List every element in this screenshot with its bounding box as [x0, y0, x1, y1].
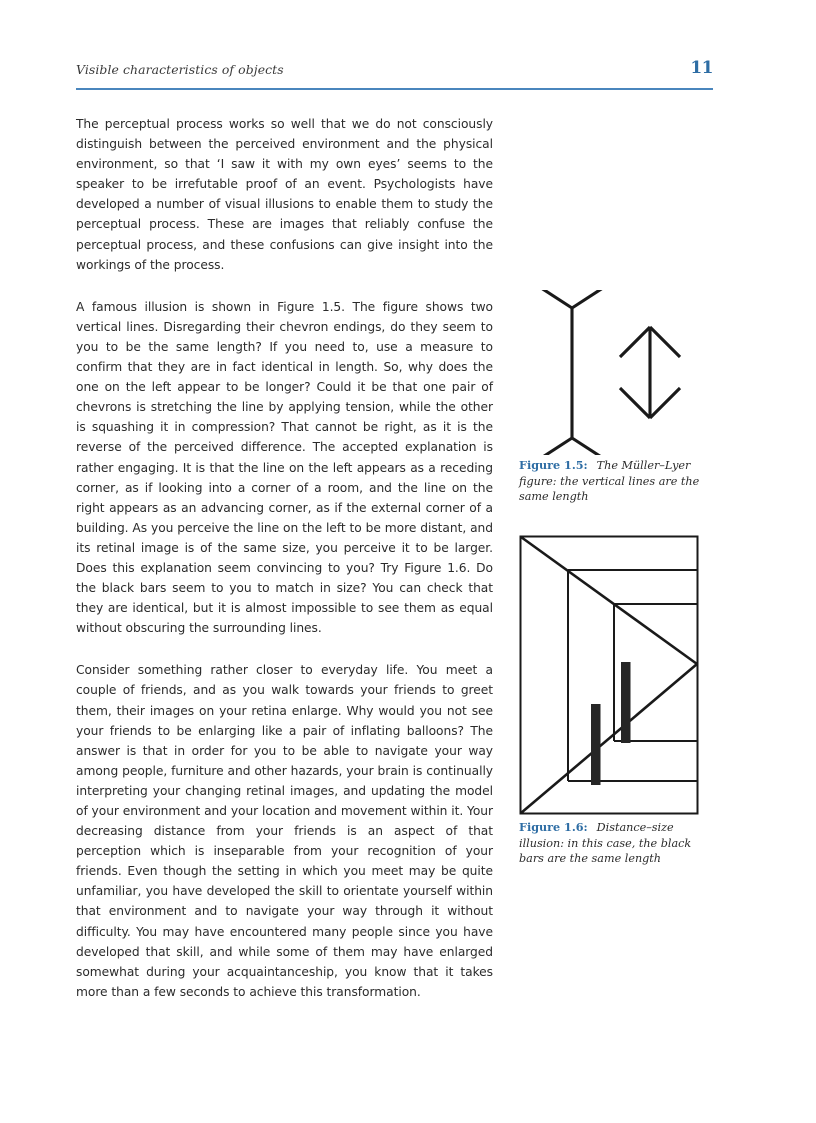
paragraph-3: Consider something rather closer to everyday life. You meet a couple of friends, and as you walk towards your friends to greet them, their images on your retina enlarge. Why would you not see your friends to be enlarging like a pair of inflating balloons? The answer is that in order for you to be able to navigate your way among people, furniture and other hazards, your brain is continually interpreting your changing retinal images, and updating the model of your environment and your location and movement within it. Your decreasing distance from your friends is an aspect of that perception which is inseparable from your recognition of your friends. Even though the setting in which you meet may be quite unfamiliar, you have developed the skill to orientate yourself within that environment and to navigate your way through it without difficulty. You may have encountered many people since you have developed that skill, and while some of them may have enlarged somewhat during your acquaintanceship, you know that it takes more than a few seconds to achieve this transformation.	[76, 663, 493, 999]
figure-1-5-caption	[519, 458, 705, 505]
figure-column	[519, 290, 714, 866]
paragraph-2: A famous illusion is shown in Figure 1.5. The figure shows two vertical lines. Disregarding their chevron endings, do they seem to you to be the same length? If you need to, use a measure to confirm that they are in fact identical in length. So, why does the one on the left appear to be longer? Could it be that one pair of chevrons is stretching the line by applying tension, while the other is squashing it in compression? That cannot be right, as it is the reverse of the perceived difference. The accepted explanation is rather engaging. It is that the line on the left appears as a receding corner, as if looking into a corner of a room, and the line on the right appears as an advancing corner, as if the external corner of a building. As you perceive the line on the left to be more distant, and its retinal image is of the same size, you perceive it to be larger. Does this explanation seem convincing to you? Try Figure 1.6. Do the black bars seem to you to match in size? You can check that they are identical, but it is almost impossible to see them as equal without obscuring the surrounding lines.	[76, 299, 493, 636]
figure-1-5-label: Figure 1.5:	[519, 458, 588, 472]
right-bottom-arrow-left	[620, 388, 650, 418]
distance-size-illusion-diagram	[519, 534, 701, 816]
perspective-diagonal-top	[521, 537, 697, 664]
figure-1-5-graphic	[519, 290, 705, 455]
figure-1-6-graphic	[519, 534, 701, 816]
left-top-fin-right	[572, 290, 609, 308]
figure-1-6-block	[519, 534, 701, 866]
figure-1-6-label: Figure 1.6:	[519, 820, 588, 834]
running-head	[76, 58, 713, 94]
figure-1-6-caption	[519, 820, 705, 867]
header-rule	[76, 88, 713, 90]
outer-rectangle	[521, 537, 698, 814]
body-text-column	[76, 114, 493, 1022]
left-bottom-fin-right	[572, 438, 609, 455]
paragraph-1: The perceptual process works so well that we do not consciously distinguish between the perceived environment and the physical environment, so that ‘I saw it with my own eyes’ seems to the speaker to be irrefutable proof of an event. Psychologists have developed a number of visual illusions to enable them to study the perceptual process. These are images that reliably confuse the perceptual process, and these confusions can give insight into the workings of the process.	[76, 117, 493, 272]
page-number: 11	[690, 58, 713, 78]
running-head-title: Visible characteristics of objects	[76, 62, 284, 77]
figure-1-6-caption-text: Distance–size illusion: in this case, the black bars are the same length	[519, 821, 692, 866]
left-top-fin-left	[535, 290, 572, 308]
right-top-arrow-left	[620, 327, 650, 357]
perspective-diagonal-bottom	[521, 664, 697, 813]
left-bottom-fin-left	[535, 438, 572, 455]
right-top-arrow-right	[650, 327, 680, 357]
figure-1-5-block	[519, 290, 714, 504]
figure-1-5-caption-text: The Müller–Lyer figure: the vertical lines are the same length	[519, 459, 700, 504]
black-bar-near	[591, 704, 601, 785]
muller-lyer-diagram	[519, 290, 705, 455]
black-bar-far	[621, 662, 631, 743]
right-bottom-arrow-right	[650, 388, 680, 418]
